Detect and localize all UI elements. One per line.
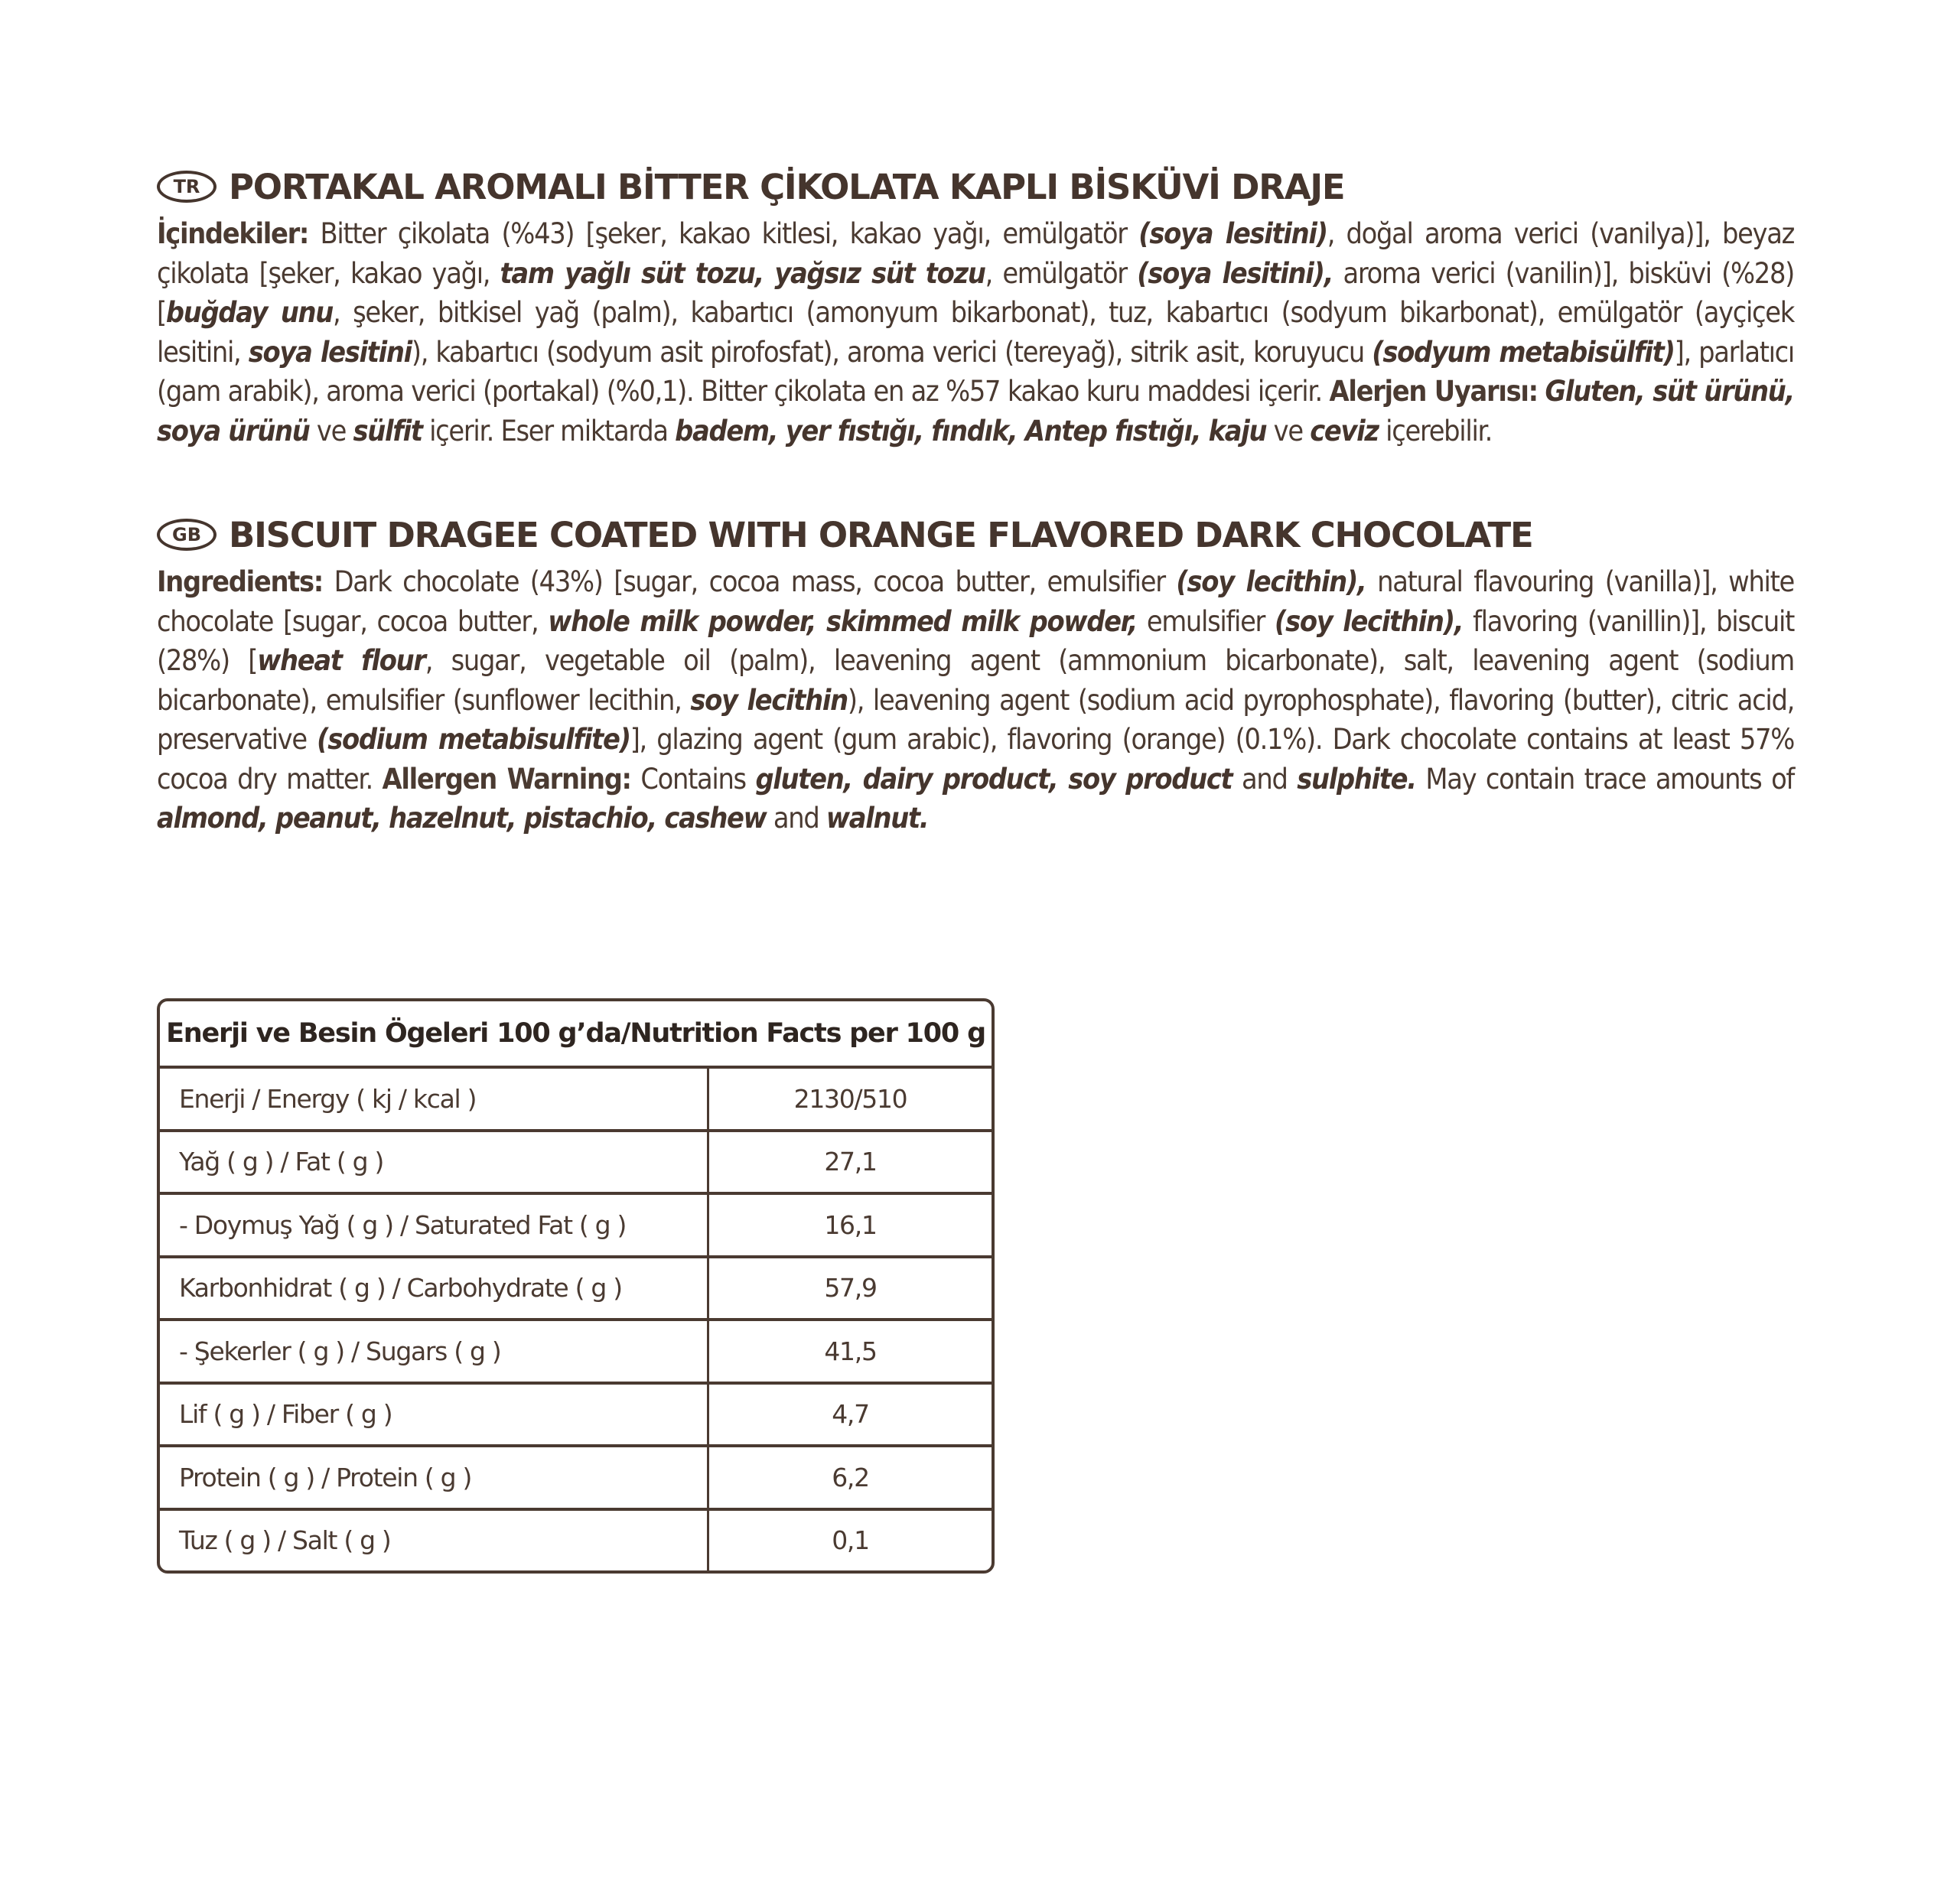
nutrition-row [160, 1511, 992, 1571]
text-run: and [1232, 761, 1298, 796]
nutrient-value: 2130/510 [793, 1083, 907, 1114]
language-badge-gb-icon: GB [157, 519, 217, 551]
section-turkish [157, 162, 1794, 451]
allergen-highlight: (sodyum metabisülfit) [1372, 334, 1675, 369]
text-run: Bitter çikolata (%43) [şeker, kakao kitlesi, kakao yağı, emülgatör [308, 216, 1139, 250]
nutrient-value: 6,2 [832, 1462, 869, 1492]
allergen-highlight: almond, peanut, hazelnut, pistachio, cashew [157, 801, 767, 835]
text-run: içerir. Eser miktarda [422, 413, 676, 448]
nutrient-label: Karbonhidrat ( g ) / Carbohydrate ( g ) [160, 1258, 709, 1319]
text-run: natural flavouring (vanilla)], white chocolate [sugar, cocoa butter, [157, 565, 1794, 638]
allergen-highlight: walnut. [825, 801, 929, 835]
language-badge-tr-icon: TR [157, 171, 217, 203]
nutrition-row [160, 1321, 992, 1385]
allergen-highlight: soya lesitini [248, 334, 412, 369]
nutrition-row [160, 1195, 992, 1258]
text-run: ve [1266, 413, 1311, 448]
allergen-highlight: sülfit [353, 413, 422, 448]
text-run: içerebilir. [1378, 413, 1493, 448]
text-run: ], glazing agent (gum arabic), flavoring (orange) (0.1%). Dark chocolate contains at least 57% cocoa dry matter. [157, 722, 1794, 796]
allergen-highlight: (sodium metabisulfite) [317, 722, 630, 756]
text-run: , sugar, vegetable oil (palm), leavening agent (ammonium bicarbonate), salt, leavening agent (sodium bicarbonate), emulsifier (sunflower lecithin, [157, 643, 1794, 717]
allergen-highlight: (soy lecithin), [1176, 565, 1366, 598]
nutrition-rows [160, 1069, 992, 1570]
nutrient-label: Enerji / Energy ( kj / kcal ) [160, 1069, 709, 1129]
nutrient-label: Tuz ( g ) / Salt ( g ) [160, 1511, 709, 1571]
allergen-highlight: ceviz [1310, 413, 1379, 448]
nutrition-facts-table [157, 998, 995, 1574]
allergen-highlight: buğday unu [165, 295, 334, 329]
allergen-highlight: wheat flour [257, 643, 425, 677]
allergen-highlight: (soya lesitini), [1137, 255, 1333, 290]
allergen-highlight: soy lecithin [690, 682, 848, 717]
text-run: ve [309, 413, 353, 448]
emphasis-label: Ingredients: [157, 565, 323, 598]
nutrition-row [160, 1385, 992, 1448]
allergen-highlight: sulphite. [1297, 761, 1416, 796]
text-run: ), kabartıcı (sodyum asit pirofosfat), aroma verici (tereyağ), sitrik asit, koruyucu [411, 334, 1373, 369]
text-run: aroma verici (vanilin)], bisküvi (%28) [ [157, 255, 1794, 329]
nutrition-row [160, 1258, 992, 1322]
text-run: , şeker, bitkisel yağ (palm), kabartıcı (amonyum bikarbonat), tuz, kabartıcı (sodyum bikarbonat), emülgatör (ayçiçek lesitini, [157, 295, 1794, 369]
nutrient-label: Yağ ( g ) / Fat ( g ) [160, 1132, 709, 1193]
text-run: Contains [630, 761, 756, 796]
text-run [1538, 374, 1545, 408]
nutrient-value: 16,1 [824, 1209, 877, 1240]
allergen-highlight: Gluten, süt ürünü, soya ürünü [157, 374, 1795, 448]
allergen-highlight: gluten, dairy product, soy product [755, 761, 1232, 796]
text-run: ], parlatıcı (gam arabik), aroma verici (portakal) (%0,1). Bitter çikolata en az %57 kakao kuru maddesi içerir. [157, 334, 1795, 408]
nutrient-label: - Şekerler ( g ) / Sugars ( g ) [160, 1321, 709, 1382]
text-run: and [766, 801, 826, 835]
nutrition-row [160, 1447, 992, 1511]
text-run: flavoring (vanillin)], biscuit (28%) [ [157, 604, 1794, 677]
emphasis-label: Allergen Warning: [382, 761, 631, 796]
nutrient-value: 41,5 [824, 1336, 877, 1366]
nutrient-value: 4,7 [832, 1399, 869, 1430]
nutrient-label: - Doymuş Yağ ( g ) / Saturated Fat ( g ) [160, 1195, 709, 1255]
allergen-highlight: badem, yer fıstığı, fındık, Antep fıstığı, kaju [675, 413, 1267, 448]
nutrition-row [160, 1069, 992, 1132]
ingredients-text-tr [157, 214, 1794, 451]
text-run: emulsifier [1137, 604, 1275, 638]
section-english [157, 510, 1794, 838]
text-run: , emülgatör [985, 255, 1138, 290]
product-title-gb [157, 510, 1794, 559]
product-title-text-gb: BISCUIT DRAGEE COATED WITH ORANGE FLAVORED DARK CHOCOLATE [229, 514, 1533, 555]
nutrient-value: 57,9 [824, 1273, 877, 1304]
nutrition-row [160, 1132, 992, 1196]
text-run: May contain trace amounts of [1415, 761, 1794, 796]
text-run: Dark chocolate (43%) [sugar, cocoa mass, cocoa butter, emulsifier [322, 565, 1177, 598]
allergen-highlight: (soya lesitini) [1138, 216, 1327, 250]
nutrition-table-title: Enerji ve Besin Ögeleri 100 g’da/Nutrition Facts per 100 g [160, 1001, 992, 1069]
emphasis-label: Alerjen Uyarısı: [1329, 374, 1538, 408]
nutrient-value: 27,1 [824, 1147, 877, 1177]
nutrient-label: Protein ( g ) / Protein ( g ) [160, 1447, 709, 1508]
nutrient-value: 0,1 [832, 1525, 869, 1556]
ingredients-text-gb [157, 562, 1794, 838]
text-run: , doğal aroma verici (vanilya)], beyaz çikolata [şeker, kakao yağı, [157, 216, 1794, 290]
text-run: ), leavening agent (sodium acid pyrophosphate), flavoring (butter), citric acid, preservative [157, 682, 1794, 756]
allergen-highlight: (soy lecithin), [1274, 604, 1464, 638]
emphasis-label: İçindekiler: [157, 216, 309, 250]
product-title-text-tr: PORTAKAL AROMALI BİTTER ÇİKOLATA KAPLI BİSKÜVİ DRAJE [229, 166, 1345, 207]
allergen-highlight: tam yağlı süt tozu, yağsız süt tozu [500, 255, 985, 290]
product-title-tr [157, 162, 1794, 211]
allergen-highlight: whole milk powder, skimmed milk powder, [548, 604, 1138, 638]
nutrient-label: Lif ( g ) / Fiber ( g ) [160, 1385, 709, 1445]
